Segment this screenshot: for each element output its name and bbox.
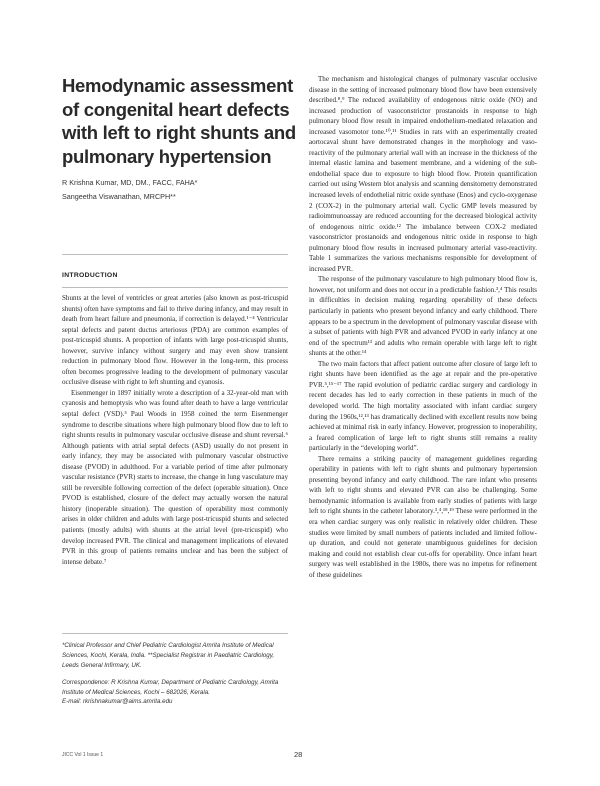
divider-footnotes	[62, 633, 288, 634]
left-column-body	[62, 293, 288, 567]
journal-reference: JICC Vol 1 Issue 1	[62, 752, 104, 758]
footnote-affiliation: *Clinical Professor and Chief Pediatric Cardiologist Amrita Institute of Medical Sciences, Kochi, Kerala, India. **Specialist Registrar in Paediatric Cardiology, Leeds General Infirmary, UK.	[62, 642, 275, 669]
section-heading-introduction: INTRODUCTION	[62, 272, 118, 279]
page-number: 28	[294, 750, 303, 759]
right-column-body	[309, 74, 537, 580]
body-paragraph-3: The two main factors that affect patient outcome after closure of large left to right shunts have been identified as the age at repair and the pre-operative PVR.⁵,¹⁵⁻¹⁷ The rapid evolution of pediatric cardiac surgery and cardiology in recent decades has led to early correction in these patients in much of the developed world. The high mortality associated with infant cardiac surgery during the 1960s,¹²,¹³ has dramatically declined with excellent results now being achieved at minimal risk in early infancy. However, progression to inoperability, a feared complication of large left to right shunts still remains a reality particularly in the “developing world”.	[309, 359, 537, 453]
body-paragraph-2: The response of the pulmonary vasculature to high pulmonary blood flow is, however, not uniform and does not occur in a predictable fashion.³,⁴ This results in difficulties in decision making regarding operability of these defects particularly in patients who present beyond infancy and early childhood. There appears to be a spectrum in the development of pulmonary vascular disease with a subset of patients with high PVR and advanced PVOD in early infancy at one end of the spectrum¹³ and adults who remain operable with large left to right shunts at the other.¹⁴	[309, 275, 537, 358]
intro-paragraph-2: Eisenmenger in 1897 initially wrote a description of a 32-year-old man with cyanosis and hemoptysis who was found after death to have a large ventricular septal defect (VSD).⁵ Paul Woods in 1958 coined the term Eisenmenger syndrome to describe situations where high pulmonary blood flow due to left to right shunts results in pulmonary vascular occlusive disease and shunt reversal.⁶ Although patients with atrial septal defects (ASD) usually do not present in early infancy, they may be associated with pulmonary vascular obstructive disease (PVOD) in adulthood. For a variable period of time after pulmonary vascular resistance (PVR) starts to increase, the change in lung vasculature may still be reversible following correction of the defect (operable situation). Once PVOD is established, closure of the defect may actually worsen the natural history (inoperable situation). The question of operability most commonly arises in older children and adults with large post-tricuspid shunts and selected patients (mostly adults) with shunts at the atrial level (pre-tricuspid) who develop increased PVR. The clinical and management implications of elevated PVR in this group of patients remains unclear and has been the subject of intense debate.⁷	[62, 388, 288, 566]
article-title: Hemodynamic assessment of congenital heart defects with left to right shunts and pulmonary hypertension	[62, 75, 296, 167]
intro-paragraph-1: Shunts at the level of ventricles or great arteries (also known as post-tricuspid shunts) often have symptoms and fail to thrive during infancy, and may result in death from heart failure and pneumonia, if correction is delayed.¹⁻⁴ Ventricular septal defects and patent ductus arteriosus (PDA) are common examples of post-tricuspid shunts. A proportion of infants with large post-tricuspid shunts, however, survive infancy without surgery and may even show transient reduction in pulmonary blood flow. However in the long-term, this process often becomes progressive leading to the development of pulmonary vascular occlusive disease with right to left shunting and cyanosis.	[62, 294, 288, 387]
author-primary: R Krishna Kumar, MD, DM., FACC, FAHA*	[62, 178, 198, 187]
body-paragraph-4: There remains a striking paucity of management guidelines regarding operability in patients with left to right shunts and pulmonary hypertension presenting beyond infancy and early childhood. The rare infant who presents with left to right shunts and elevated PVR can also be challenging. Some hemodynamic information is available from early studies of patients with large left to right shunts in the catheter laboratory.³,⁴,¹⁸,¹⁹ These were performed in the era when cardiac surgery was only realistic in relatively older children. These studies were limited by small numbers of patients included and limited follow-up duration, and could not generate unambiguous guidelines for decision making and could not establish clear cut-offs for operability. Once infant heart surgery was well established in the 1980s, there was no impetus for refinement of these guidelines	[309, 454, 537, 579]
divider-heading	[62, 287, 288, 288]
footnote-email: E-mail: rkrishnakumar@aims.amrita.edu	[62, 698, 173, 705]
author-secondary: Sangeetha Viswanathan, MRCPH**	[62, 192, 176, 201]
divider-top	[62, 254, 288, 255]
body-paragraph-1: The mechanism and histological changes of pulmonary vascular occlusive disease in the setting of increased pulmonary blood flow have been extensively described.⁸,⁹ The reduced availability of endogenous nitric oxide (NO) and increased production of vasoconstrictor prostanoids in response to high pulmonary blood flow result in impaired endothelium-mediated relaxation and increased vasomotor tone.¹⁰,¹¹ Studies in rats with an experimentally created aortocaval shunt have demonstrated changes in the morphology and vaso-reactivity of the pulmonary arterial wall with an increase in the thickness of the internal elastic lamina and basement membrane, and a widening of the sub-endothelial space due to exposure to high blood flow. Protein quantification carried out using Western blot analysis and scanning densitometry demonstrated increased levels of endothelial nitric oxide synthase (Enos) and cyclo-oxygenase 2 (COX-2) in the pulmonary arterial wall. Cyclic GMP levels measured by radioimmunoassay are reduced accounting for the decreased biological activity of endogenous nitric oxide.¹² The imbalance between COX-2 mediated vasoconstrictor prostanoids and endogenous nitric oxide in response to high pulmonary blood flow results in increased pulmonary arterial vaso-reactivity. Table 1 summarizes the various mechanisms responsible for development of increased PVR.	[309, 75, 537, 273]
footnote-correspondence: Correspondence: R Krishna Kumar, Department of Pediatric Cardiology, Amrita Institute of Medical Sciences, Kochi – 682026, Kerala.	[62, 679, 279, 696]
